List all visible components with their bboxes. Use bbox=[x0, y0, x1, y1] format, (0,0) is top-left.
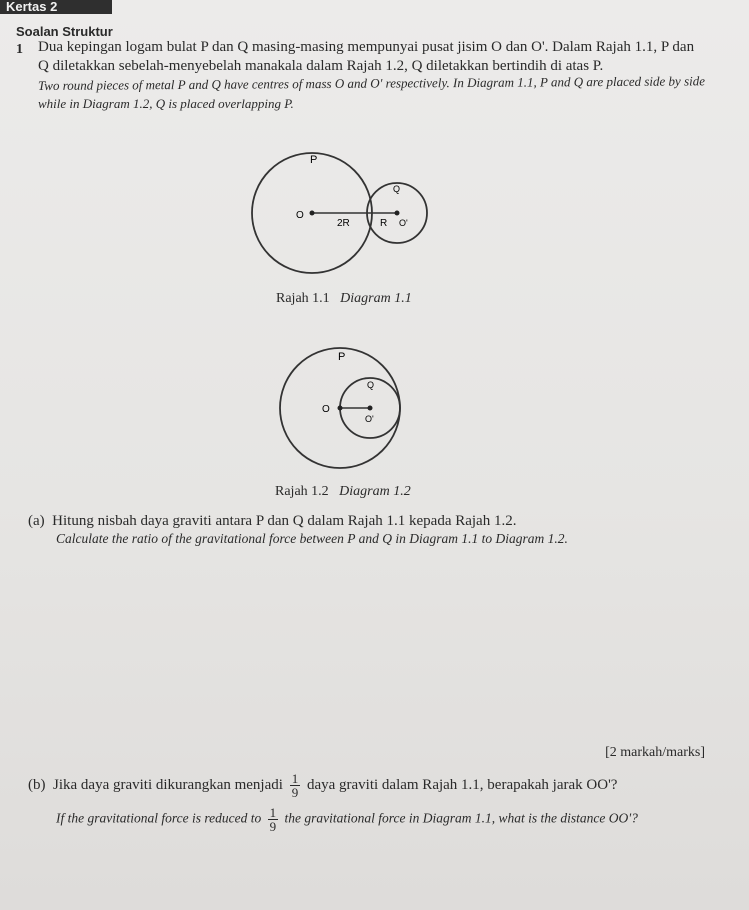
label-O: O bbox=[322, 404, 330, 415]
fraction-numerator: 1 bbox=[291, 771, 299, 786]
caption-1-2-ms: Rajah 1.2 bbox=[275, 484, 329, 499]
centre-O-dot bbox=[338, 406, 343, 411]
label-Q: Q bbox=[367, 380, 375, 390]
fraction-denominator-en: 9 bbox=[269, 819, 277, 834]
part-a-marks: [2 markah/marks] bbox=[605, 745, 705, 760]
fraction-one-ninth bbox=[290, 772, 301, 799]
centre-O-prime-dot bbox=[368, 406, 373, 411]
caption-diagram-1-1 bbox=[276, 291, 412, 307]
part-b-label: (b) bbox=[28, 776, 46, 793]
label-R: R bbox=[380, 218, 388, 229]
label-O: O bbox=[296, 210, 304, 221]
label-P: P bbox=[338, 351, 346, 363]
question-stem-ms-1: Dua kepingan logam bulat P dan Q masing-masing mempunyai pusat jisim O dan O'. Dalam Rajah 1.1, P dan bbox=[38, 39, 695, 55]
label-O-prime: O' bbox=[365, 414, 374, 424]
part-a-text-ms: Hitung nisbah daya graviti antara P dan Q dalam Rajah 1.1 kepada Rajah 1.2. bbox=[52, 513, 517, 529]
part-b-en bbox=[56, 806, 638, 833]
caption-1-1-ms: Rajah 1.1 bbox=[276, 291, 330, 306]
centre-O-prime-dot bbox=[395, 211, 400, 216]
question-stem-ms-2: Q diletakkan sebelah-menyebelah manakala dalam Rajah 1.2, Q diletakkan bertindih di atas P. bbox=[38, 58, 604, 74]
label-O-prime: O' bbox=[399, 218, 408, 228]
label-Q: Q bbox=[393, 184, 401, 194]
paper-title: Kertas 2 bbox=[0, 0, 112, 14]
label-P: P bbox=[310, 154, 318, 166]
fraction-one-ninth-en bbox=[268, 806, 279, 833]
part-a-label: (a) bbox=[28, 513, 45, 529]
part-a bbox=[28, 513, 516, 530]
label-2R: 2R bbox=[337, 218, 350, 229]
caption-diagram-1-2 bbox=[275, 484, 411, 500]
caption-1-1-en: Diagram 1.1 bbox=[340, 291, 412, 306]
question-stem-en-2: while in Diagram 1.2, Q is placed overlapping P. bbox=[38, 96, 294, 111]
fraction-denominator: 9 bbox=[291, 785, 299, 800]
section-title: Soalan Struktur bbox=[16, 24, 113, 39]
part-b-text-en-before: If the gravitational force is reduced to bbox=[56, 810, 262, 826]
caption-1-2-en: Diagram 1.2 bbox=[339, 484, 411, 499]
fraction-numerator-en: 1 bbox=[269, 805, 277, 820]
question-stem-en-1: Two round pieces of metal P and Q have centres of mass O and O' respectively. In Diagram 1.1, P and Q are placed side by side bbox=[37, 73, 706, 93]
diagram-1-1 bbox=[240, 140, 440, 280]
centre-O-dot bbox=[310, 211, 315, 216]
diagram-1-2 bbox=[260, 340, 420, 480]
part-b-text-ms-after: daya graviti dalam Rajah 1.1, berapakah jarak OO'? bbox=[306, 776, 618, 793]
question-number: 1 bbox=[16, 42, 23, 57]
part-b-text-en-after: the gravitational force in Diagram 1.1, what is the distance OO'? bbox=[284, 810, 638, 826]
part-a-text-en: Calculate the ratio of the gravitational force between P and Q in Diagram 1.1 to Diagram 1.2. bbox=[56, 531, 568, 546]
part-b-text-ms-before: Jika daya graviti dikurangkan menjadi bbox=[53, 776, 283, 793]
part-b bbox=[28, 772, 617, 799]
